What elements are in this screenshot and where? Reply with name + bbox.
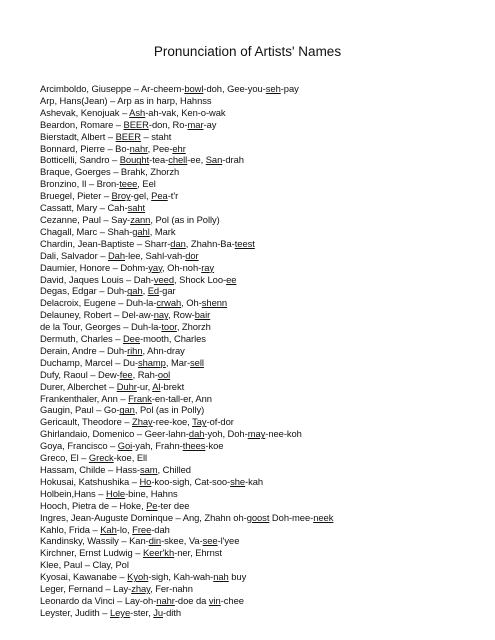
entry-text: , Oh- bbox=[181, 297, 202, 309]
entry-text: -doe da bbox=[174, 594, 209, 606]
stressed-syllable: Pe bbox=[146, 499, 158, 511]
entry-text: Kyosai, Kawanabe – bbox=[40, 571, 128, 583]
list-item bbox=[40, 107, 480, 119]
entry-text: -ah-vak, Ken-o-wak bbox=[145, 106, 226, 118]
stressed-syllable: ee bbox=[226, 273, 237, 285]
stressed-syllable: she bbox=[230, 475, 246, 487]
stressed-syllable: BEER bbox=[123, 118, 149, 130]
entry-text: Kandinsky, Wassily – Kan- bbox=[40, 535, 149, 547]
entry-text: -ner, Ehrnst bbox=[174, 547, 222, 559]
stressed-syllable: ray bbox=[201, 261, 215, 273]
stressed-syllable: dah bbox=[188, 428, 205, 440]
entry-text: Ingres, Jean-Auguste Dominque – Ang, Zhahn oh- bbox=[40, 511, 247, 523]
entry-text: Duchamp, Marcel – Du- bbox=[40, 356, 138, 368]
entry-text: , Row- bbox=[167, 309, 195, 321]
entry-text: Bonnard, Pierre – Bo- bbox=[40, 142, 130, 154]
list-item bbox=[40, 83, 480, 95]
entry-text: , Zhahn-Ba- bbox=[185, 237, 235, 249]
stressed-syllable: Zhay bbox=[132, 416, 153, 428]
entry-text: Braque, Goerges – Brahk, Zhorzh bbox=[40, 166, 180, 178]
entry-text: -doh, Gee-you- bbox=[203, 83, 266, 94]
entry-text: -ur, bbox=[136, 380, 153, 392]
entry-text: Doh-mee- bbox=[269, 511, 314, 523]
entry-text: -en-tall-er, Ann bbox=[151, 392, 212, 404]
entry-text: Cassatt, Mary – Cah- bbox=[40, 202, 128, 214]
stressed-syllable: mar bbox=[187, 118, 204, 130]
entry-text: , Zhorzh bbox=[176, 321, 211, 333]
list-item bbox=[40, 285, 480, 297]
entry-text: Ashevak, Kenojuak – bbox=[40, 106, 130, 118]
stressed-syllable: BEER bbox=[115, 130, 141, 142]
stressed-syllable: Ash bbox=[129, 106, 146, 118]
entry-text: -ay bbox=[203, 118, 217, 130]
list-item bbox=[40, 95, 480, 107]
stressed-syllable: see bbox=[202, 535, 218, 547]
list-item bbox=[40, 154, 480, 166]
entry-text: Bronzino, Il – Bron- bbox=[40, 178, 120, 190]
stressed-syllable: Keer'kh bbox=[142, 547, 175, 559]
list-item bbox=[40, 547, 480, 559]
entry-text: -koo-sigh, Cat-soo- bbox=[151, 475, 231, 487]
list-item bbox=[40, 309, 480, 321]
list-item bbox=[40, 524, 480, 536]
stressed-syllable: Kah bbox=[100, 523, 117, 535]
list-item bbox=[40, 595, 480, 607]
list-item bbox=[40, 404, 480, 416]
stressed-syllable: veed bbox=[153, 273, 175, 285]
list-item bbox=[40, 428, 480, 440]
entry-text: -yoh, Doh- bbox=[204, 428, 248, 440]
stressed-syllable: teest bbox=[234, 237, 255, 249]
stressed-syllable: vin bbox=[208, 594, 221, 606]
entry-text: Ghirlandaio, Domenico – Geer-lahn- bbox=[40, 428, 189, 440]
entry-text: de la Tour, Georges – Duh-la- bbox=[40, 321, 162, 333]
entry-text: Leonardo da Vinci – Lay-oh- bbox=[40, 594, 157, 606]
stressed-syllable: Duhr bbox=[116, 380, 137, 392]
entry-text: Arcimboldo, Giuseppe – Ar-cheem- bbox=[40, 83, 185, 94]
entry-text: Leger, Fernand – Lay- bbox=[40, 583, 132, 595]
page-title: Pronunciation of Artists' Names bbox=[153, 44, 342, 59]
entry-text: Derain, Andre – Duh- bbox=[40, 344, 128, 356]
stressed-syllable: din bbox=[148, 535, 162, 547]
stressed-syllable: fee bbox=[119, 368, 133, 380]
stressed-syllable: Ho bbox=[139, 475, 152, 487]
entry-text: -mooth, Charles bbox=[140, 333, 206, 345]
entry-text: , Chilled bbox=[157, 464, 191, 475]
list-item bbox=[40, 250, 480, 262]
entry-text: , Pol (as in Polly) bbox=[150, 213, 220, 225]
entry-text: -ee, bbox=[187, 154, 206, 166]
entry-text: Arp, Hans(Jean) – Arp as in harp, Hahnss bbox=[40, 94, 212, 106]
entry-text: -gar bbox=[159, 285, 176, 297]
entry-text: -pay bbox=[280, 83, 299, 94]
stressed-syllable: nay bbox=[153, 309, 168, 321]
stressed-syllable: crwah bbox=[156, 297, 182, 309]
entry-text: Dermuth, Charles – bbox=[40, 333, 123, 345]
stressed-syllable: may bbox=[247, 428, 266, 440]
stressed-syllable: bowl bbox=[184, 83, 204, 94]
list-item bbox=[40, 297, 480, 309]
stressed-syllable: thees bbox=[182, 440, 206, 452]
stressed-syllable: Ed bbox=[147, 285, 160, 297]
entry-text: Dali, Salvador – bbox=[40, 249, 108, 261]
stressed-syllable: rihn bbox=[127, 344, 143, 356]
entry-text: Delauney, Robert – Del-aw- bbox=[40, 309, 154, 321]
list-item bbox=[40, 535, 480, 547]
list-item bbox=[40, 166, 480, 178]
entry-text: Frankenthaler, Ann – bbox=[40, 392, 129, 404]
stressed-syllable: ehr bbox=[172, 142, 186, 154]
entry-text: Degas, Edgar – Duh- bbox=[40, 285, 128, 297]
entry-text: Holbein,Hans – bbox=[40, 487, 106, 499]
entry-text: , Eel bbox=[137, 178, 156, 190]
stressed-syllable: Hole bbox=[105, 487, 126, 499]
entry-text: , Shock Loo- bbox=[174, 273, 227, 285]
stressed-syllable: Free bbox=[132, 523, 152, 535]
entry-text: Delacroix, Eugene – Duh-la- bbox=[40, 297, 157, 309]
entry-text: -ter dee bbox=[157, 499, 190, 511]
stressed-syllable: sell bbox=[190, 356, 204, 368]
stressed-syllable: gan bbox=[119, 404, 135, 416]
entry-text: Botticelli, Sandro – bbox=[40, 154, 120, 166]
stressed-syllable: gahl bbox=[132, 225, 150, 237]
entry-text: -drah bbox=[222, 154, 244, 166]
list-item bbox=[40, 381, 480, 393]
stressed-syllable: seh bbox=[265, 83, 281, 94]
entry-text: Beardon, Romare – bbox=[40, 118, 124, 130]
list-item bbox=[40, 559, 480, 571]
entry-text: Chagall, Marc – Shah- bbox=[40, 225, 133, 237]
entry-text: -sigh, Kah-wah- bbox=[148, 571, 214, 583]
entry-text: – staht bbox=[140, 130, 172, 142]
entry-text: Leyster, Judith – bbox=[40, 606, 110, 618]
entry-text: , bbox=[142, 285, 148, 297]
stressed-syllable: ool bbox=[157, 368, 171, 380]
entry-text: Cezanne, Paul – Say- bbox=[40, 213, 131, 225]
entry-text: Bierstadt, Albert – bbox=[40, 130, 116, 142]
stressed-syllable: Greck bbox=[88, 452, 114, 464]
entry-text: Klee, Paul – Clay, Pol bbox=[40, 559, 129, 571]
list-item bbox=[40, 607, 480, 619]
entry-text: -of-dor bbox=[206, 416, 234, 428]
stressed-syllable: shamp bbox=[137, 356, 166, 368]
list-item bbox=[40, 143, 480, 155]
list-item bbox=[40, 333, 480, 345]
stressed-syllable: Tay bbox=[192, 416, 207, 428]
entry-text: , Mar- bbox=[165, 356, 191, 368]
list-item bbox=[40, 178, 480, 190]
entry-text: , Pee- bbox=[147, 142, 173, 154]
entry-text: , Fer-nahn bbox=[150, 583, 193, 595]
stressed-syllable: nah bbox=[213, 571, 229, 583]
entry-text: -kah bbox=[245, 475, 264, 487]
entry-text: Goya, Francisco – bbox=[40, 440, 118, 452]
entry-text: Gaugin, Paul – Go- bbox=[40, 404, 120, 416]
list-item bbox=[40, 512, 480, 524]
entry-text: -t'r bbox=[167, 190, 179, 202]
entry-text: -yah, Frahn- bbox=[132, 440, 183, 452]
stressed-syllable: Kyoh bbox=[127, 571, 149, 583]
stressed-syllable: goost bbox=[246, 511, 270, 523]
list-item bbox=[40, 345, 480, 357]
list-item bbox=[40, 202, 480, 214]
stressed-syllable: Dee bbox=[122, 333, 140, 345]
entry-text: Kirchner, Ernst Ludwig – bbox=[40, 547, 143, 559]
list-item bbox=[40, 274, 480, 286]
stressed-syllable: gah bbox=[127, 285, 143, 297]
entry-text: Hassam, Childe – Hass- bbox=[40, 464, 140, 475]
entry-text: -brekt bbox=[160, 380, 185, 392]
entry-text: David, Jaques Louis – Dah- bbox=[40, 273, 154, 285]
list-item bbox=[40, 440, 480, 452]
stressed-syllable: sam bbox=[139, 464, 158, 475]
stressed-syllable: Dah bbox=[107, 249, 125, 261]
entry-text: -ree-koe, bbox=[152, 416, 193, 428]
list-item bbox=[40, 190, 480, 202]
stressed-syllable: zann bbox=[130, 213, 151, 225]
stressed-syllable: Leye bbox=[109, 606, 131, 618]
entry-text: , Ahn-dray bbox=[142, 344, 185, 356]
entry-text: -lo, bbox=[116, 523, 133, 535]
entry-text: -chee bbox=[220, 594, 244, 606]
list-item bbox=[40, 488, 480, 500]
stressed-syllable: shenn bbox=[201, 297, 228, 309]
entry-text: Greco, El – bbox=[40, 452, 89, 464]
list-item bbox=[40, 416, 480, 428]
entry-text: Chardin, Jean-Baptiste – Sharr- bbox=[40, 237, 171, 249]
list-item bbox=[40, 500, 480, 512]
list-item bbox=[40, 131, 480, 143]
stressed-syllable: Frank bbox=[128, 392, 152, 404]
stressed-syllable: saht bbox=[127, 202, 146, 214]
entry-text: Daumier, Honore – Dohm- bbox=[40, 261, 149, 273]
entry-text: , Pol (as in Polly) bbox=[134, 404, 205, 416]
list-item bbox=[40, 226, 480, 238]
entry-text: -lee, Sahl-vah- bbox=[125, 249, 186, 261]
entry-text: Dufy, Raoul – Dew- bbox=[40, 368, 120, 380]
stressed-syllable: neek bbox=[313, 511, 334, 523]
list-item bbox=[40, 119, 480, 131]
entry-text: Bruegel, Pieter – bbox=[40, 190, 112, 202]
list-item bbox=[40, 571, 480, 583]
list-item bbox=[40, 238, 480, 250]
entry-text: -gel, bbox=[130, 190, 152, 202]
stressed-syllable: toor bbox=[161, 321, 177, 333]
entry-text: -koe, Ell bbox=[113, 452, 148, 464]
entry-text: -dith bbox=[163, 606, 182, 618]
entry-text: -skee, Va- bbox=[161, 535, 203, 547]
entry-text: -l'yee bbox=[217, 535, 240, 547]
stressed-syllable: dor bbox=[185, 249, 199, 261]
list-item bbox=[40, 357, 480, 369]
stressed-syllable: Goi bbox=[117, 440, 133, 452]
list-item bbox=[40, 262, 480, 274]
entry-text: buy bbox=[228, 571, 247, 583]
stressed-syllable: bair bbox=[194, 309, 211, 321]
stressed-syllable: Al bbox=[152, 380, 161, 392]
stressed-syllable: dan bbox=[170, 237, 186, 249]
entry-text: Gericault, Theodore – bbox=[40, 416, 133, 428]
pronunciation-list bbox=[40, 83, 480, 619]
entry-text: -nee-koh bbox=[265, 428, 302, 440]
list-item bbox=[40, 583, 480, 595]
entry-text: , Rah- bbox=[132, 368, 158, 380]
entry-text: Durer, Alberchet – bbox=[40, 380, 117, 392]
entry-text: Hokusai, Katshushika – bbox=[40, 475, 140, 487]
stressed-syllable: chell bbox=[168, 154, 188, 166]
list-item bbox=[40, 369, 480, 381]
entry-text: , Mark bbox=[149, 225, 176, 237]
entry-text: -bine, Hahns bbox=[125, 487, 178, 499]
stressed-syllable: Pea bbox=[151, 190, 168, 202]
stressed-syllable: teee bbox=[119, 178, 138, 190]
list-item bbox=[40, 321, 480, 333]
entry-text: -koe bbox=[205, 440, 224, 452]
stressed-syllable: yay bbox=[148, 261, 163, 273]
stressed-syllable: Broy bbox=[111, 190, 131, 202]
stressed-syllable: Bought bbox=[119, 154, 150, 166]
entry-text: Kahlo, Frida – bbox=[40, 523, 101, 535]
list-item bbox=[40, 464, 480, 476]
stressed-syllable: nahr bbox=[129, 142, 148, 154]
entry-text: -don, Ro- bbox=[148, 118, 188, 130]
list-item bbox=[40, 393, 480, 405]
stressed-syllable: zhay bbox=[131, 583, 151, 595]
entry-text: Hooch, Pietra de – Hoke, bbox=[40, 499, 147, 511]
entry-text: , Oh-noh- bbox=[162, 261, 202, 273]
list-item bbox=[40, 476, 480, 488]
list-item bbox=[40, 214, 480, 226]
stressed-syllable: San bbox=[205, 154, 223, 166]
list-item bbox=[40, 452, 480, 464]
stressed-syllable: Ju bbox=[153, 606, 164, 618]
stressed-syllable: nahr bbox=[156, 594, 175, 606]
entry-text: -dah bbox=[151, 523, 170, 535]
entry-text: -ster, bbox=[130, 606, 154, 618]
entry-text: -tea- bbox=[149, 154, 169, 166]
